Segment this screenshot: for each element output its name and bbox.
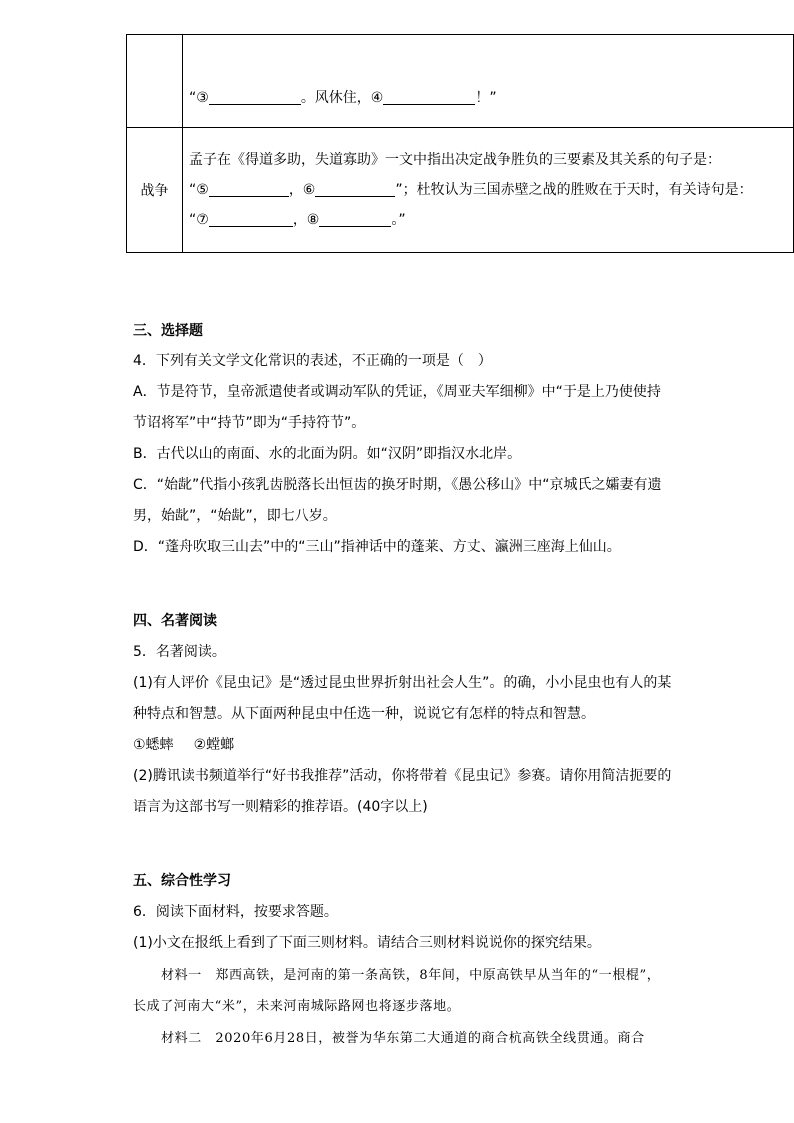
answer-blank-6[interactable] (315, 180, 395, 197)
fill-line (189, 175, 793, 205)
question-stem: 6．阅读下面材料，按要求答题。 (133, 904, 338, 920)
answer-blank-7[interactable] (209, 210, 293, 227)
answer-blank-8[interactable] (319, 210, 391, 227)
blank-label-7: “⑦ (189, 212, 209, 228)
material-2: 材料二 2020年6月28日，被誉为华东第二大通道的商合杭高铁全线贯通。商合 (161, 1031, 645, 1046)
question-stem: 5．名著阅读。 (133, 644, 226, 660)
section-heading: 五、综合性学习 (133, 873, 231, 889)
paragraph: (1)有人评价《昆虫记》是“透过昆虫世界折射出社会人生”。的确，小小昆虫也有人的某 (133, 675, 672, 691)
fill-line (189, 205, 793, 235)
option-d[interactable]: D．“蓬舟吹取三山去”中的“三山”指神话中的蓬莱、方丈、瀛洲三座海上仙山。 (133, 539, 621, 555)
line-text: 。” (391, 212, 406, 228)
material-1-cont: 长成了河南大“米”，未来河南城际路网也将逐步落地。 (133, 999, 461, 1014)
paragraph: (1)小文在报纸上看到了下面三则材料。请结合三则材料说说你的探究结果。 (133, 935, 601, 951)
option-b[interactable]: B．古代以山的南面、水的北面为阴。如“汉阴”即指汉水北岸。 (133, 446, 522, 462)
paragraph: 种特点和智慧。从下面两种昆虫中任选一种，说说它有怎样的特点和智慧。 (133, 706, 595, 722)
line-text: ！” (475, 90, 497, 106)
blank-label-8: ，⑧ (292, 212, 320, 228)
option-cricket[interactable]: ①蟋蟀 (133, 737, 174, 753)
content-cell (183, 35, 794, 128)
section-heading: 四、名著阅读 (133, 613, 217, 629)
blank-label-5: “⑤ (189, 182, 209, 198)
option-a-cont: 节诏将军”中“持节”即为“手持符节”。 (133, 415, 366, 431)
option-mantis[interactable]: ②螳螂 (193, 737, 235, 753)
table-row (127, 128, 794, 253)
poetry-table (126, 34, 794, 253)
prompt-line: 孟子在《得道多助，失道寡助》一文中指出决定战争胜负的三要素及其关系的句子是： (189, 152, 721, 168)
material-1: 材料一 郑西高铁，是河南的第一条高铁，8年间，中原高铁早从当年的“一根棍”， (161, 968, 661, 983)
paragraph: (2)腾讯读书频道举行“好书我推荐”活动，你将带着《昆虫记》参赛。请你用简洁扼要的 (133, 768, 672, 784)
content-cell (183, 128, 794, 253)
option-a[interactable]: A．节是符节，皇帝派遣使者或调动军队的凭证，《周亚夫军细柳》中“于是上乃使使持 (133, 384, 661, 400)
line-text: ”；杜牧认为三国赤壁之战的胜败在于天时，有关诗句是： (395, 182, 753, 198)
blank-label-3: “③ (189, 90, 209, 106)
blank-label-6: ，⑥ (288, 182, 316, 198)
options-row (133, 734, 234, 754)
paragraph: 语言为这部书写一则精彩的推荐语。(40字以上) (133, 799, 428, 815)
answer-blank-3[interactable] (209, 88, 301, 105)
question-stem: 4．下列有关文学文化常识的表述，不正确的一项是（ ） (133, 353, 492, 369)
answer-blank-4[interactable] (383, 88, 475, 105)
category-cell: 战争 (127, 128, 183, 253)
fill-line (189, 83, 793, 113)
answer-blank-5[interactable] (209, 180, 289, 197)
option-c-cont: 男，始龀”，“始龀”，即七八岁。 (133, 508, 337, 524)
option-c[interactable]: C．“始龀”代指小孩乳齿脱落长出恒齿的换牙时期，《愚公移山》中“京城氏之孀妻有遗 (133, 477, 662, 493)
table-row (127, 35, 794, 128)
line-text: 。风休住，④ (300, 90, 384, 106)
section-heading: 三、选择题 (133, 323, 203, 339)
category-cell (127, 35, 183, 128)
